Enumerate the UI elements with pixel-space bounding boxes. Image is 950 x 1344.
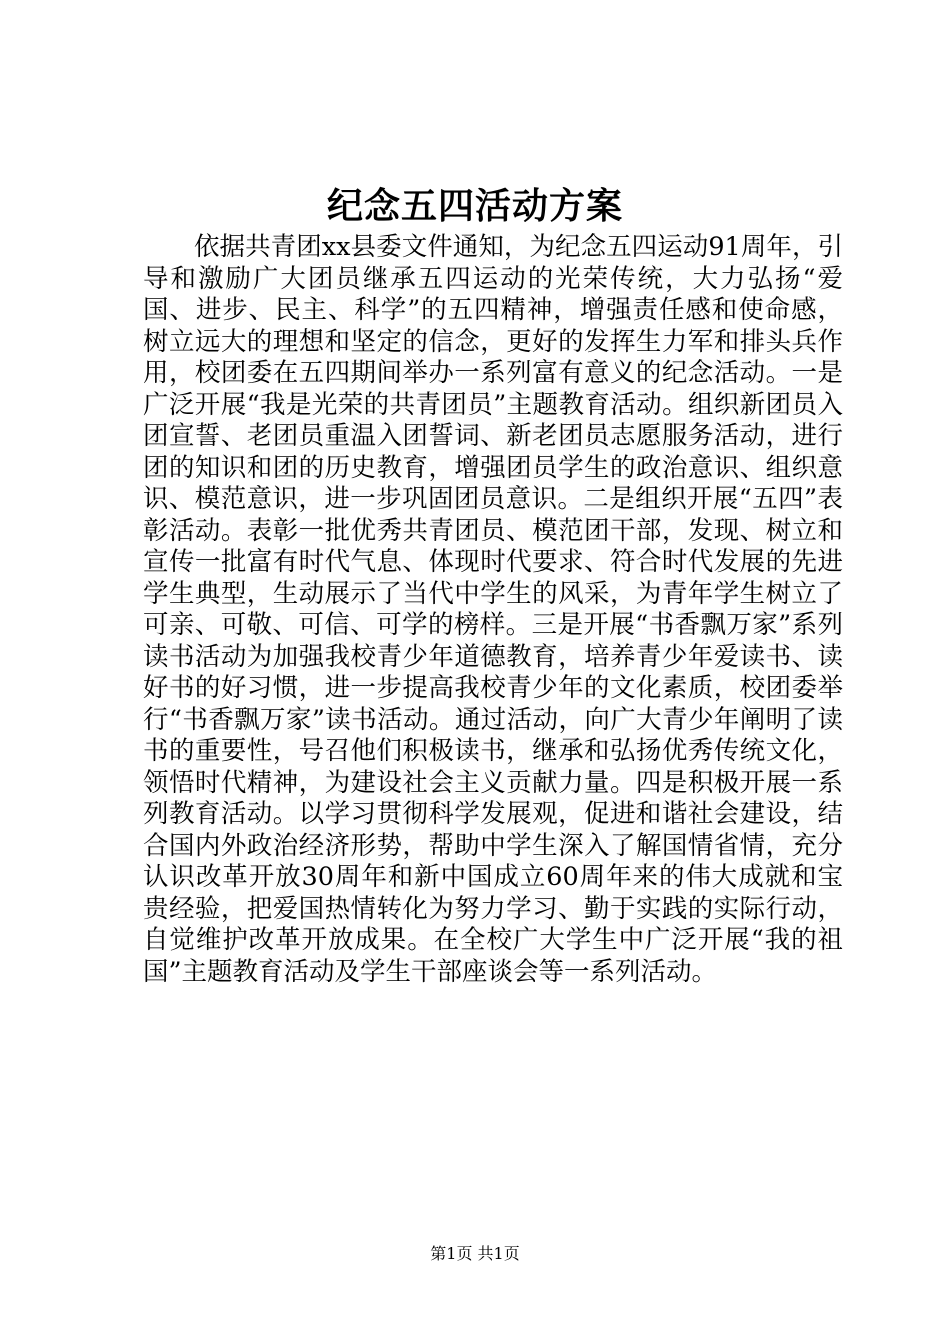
document-title: 纪念五四活动方案 xyxy=(326,185,623,227)
document-body-paragraph: 依据共青团xx县委文件通知，为纪念五四运动91周年，引导和激励广大团员继承五四运动的光荣传统，大力弘扬“爱国、进步、民主、科学”的五四精神，增强责任感和使命感，树立远大的理想和坚定的信念，更好的发挥生力军和排头兵作用，校团委在五四期间举办一系列富有意义的纪念活动。一是广泛开展“我是光荣的共青团员”主题教育活动。组织新团员入团宣誓、老团员重温入团誓词、新老团员志愿服务活动，进行团的知识和团的历史教育，增强团员学生的政治意识、组织意识、模范意识，进一步巩固团员意识。二是组织开展“五四”表彰活动。表彰一批优秀共青团员、模范团干部，发现、树立和宣传一批富有时代气息、体现时代要求、符合时代发展的先进学生典型，生动展示了当代中学生的风采，为青年学生树立了可亲、可敬、可信、可学的榜样。三是开展“书香飘万家”系列读书活动为加强我校青少年道德教育，培养青少年爱读书、读好书的好习惯，进一步提高我校青少年的文化素质，校团委举行“书香飘万家”读书活动。通过活动，向广大青少年阐明了读书的重要性，号召他们积极读书，继承和弘扬优秀传统文化，领悟时代精神，为建设社会主义贡献力量。四是积极开展一系列教育活动。以学习贯彻科学发展观，促进和谐社会建设，结合国内外政治经济形势，帮助中学生深入了解国情省情，充分认识改革开放30周年和新中国成立60周年来的伟大成就和宝贵经验，把爱国热情转化为努力学习、勤于实践的实际行动，自觉维护改革开放成果。在全校广大学生中广泛开展“我的祖国”主题教育活动及学生干部座谈会等一系列活动。 xyxy=(143,232,843,987)
page-number-footer: 第1页 共1页 xyxy=(430,1244,520,1263)
